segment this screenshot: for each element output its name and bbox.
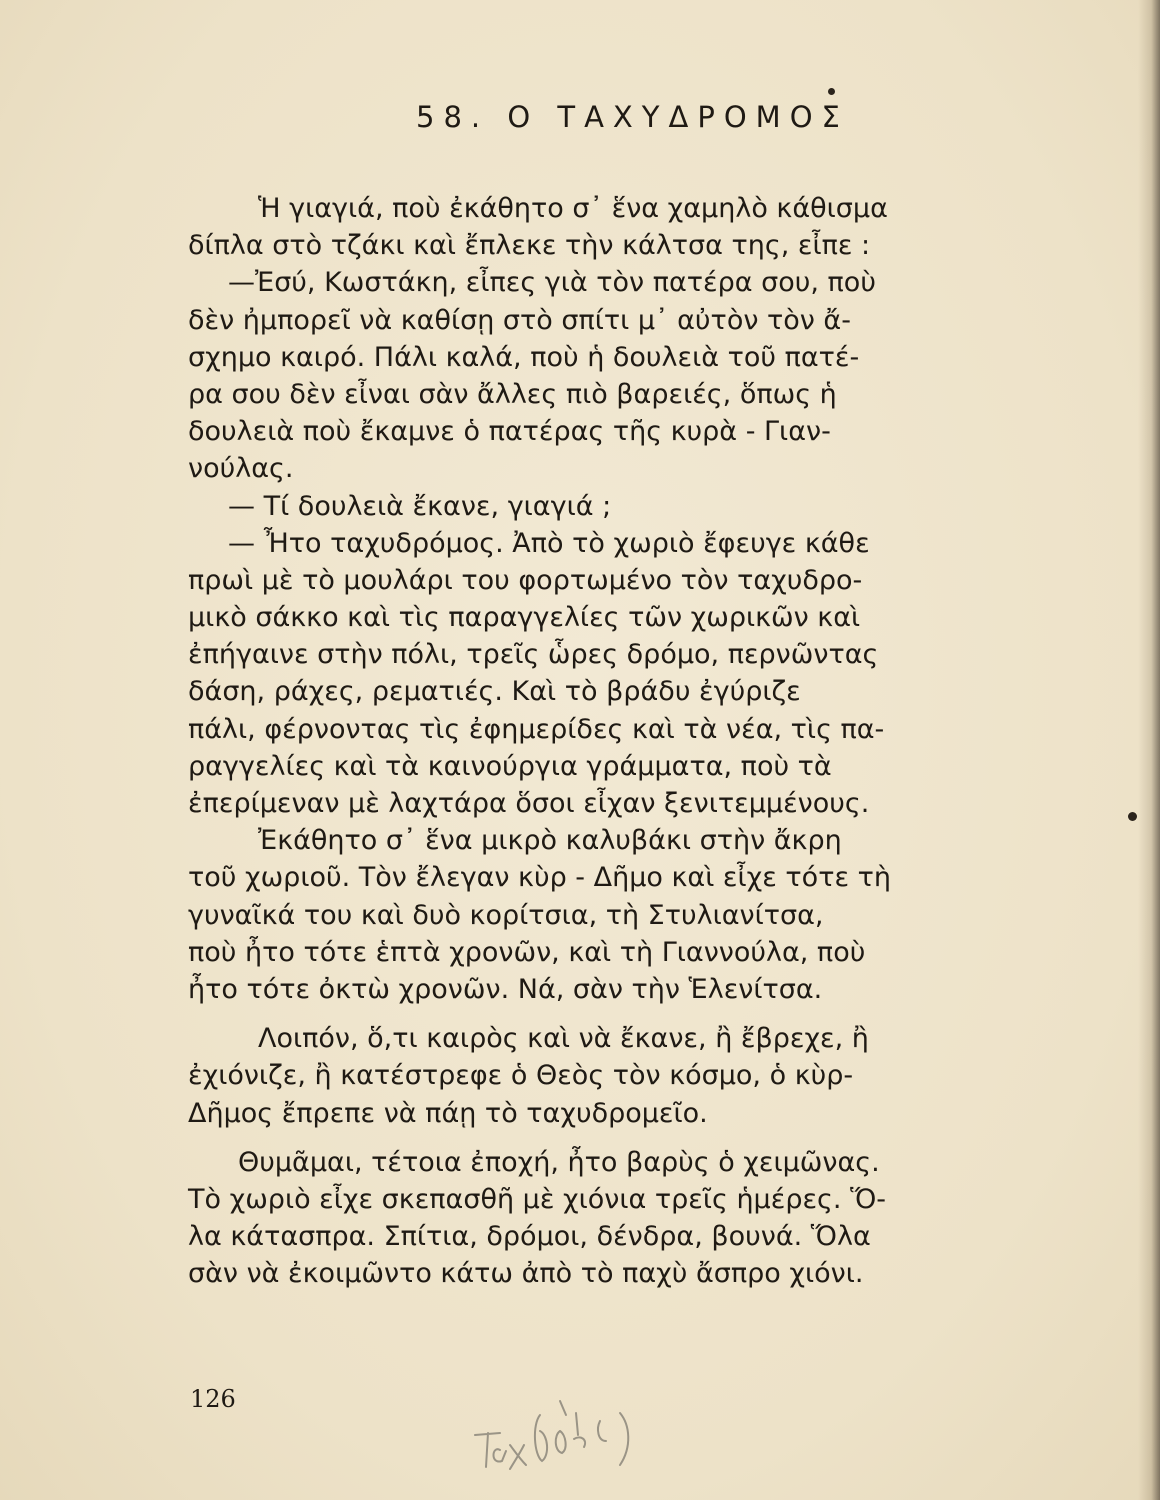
- text-line: δουλειὰ ποὺ ἔκαμνε ὁ πατέρας τῆς κυρὰ - Γιαν-: [188, 416, 831, 448]
- text-line: ἐπήγαινε στὴν πόλι, τρεῖς ὧρες δρόμο, περνῶντας: [188, 639, 879, 671]
- text-line: Τὸ χωριὸ εἶχε σκεπασθῆ μὲ χιόνια τρεῖς ἡμέρες. Ὅ-: [188, 1183, 887, 1215]
- text-line: Ἡ γιαγιά, ποὺ ἐκάθητο σ᾽ ἕνα χαμηλὸ κάθισμα: [258, 193, 888, 224]
- text-line: ποὺ ἦτο τότε ἑπτὰ χρονῶν, καὶ τὴ Γιαννούλα, ποὺ: [188, 936, 866, 968]
- handwritten-annotation: [470, 1395, 670, 1475]
- text-line: ἐχιόνιζε, ἢ κατέστρεφε ὁ Θεὸς τὸν κόσμο, ὁ κὺρ-: [188, 1060, 854, 1092]
- text-line: ἦτο τότε ὀκτὼ χρονῶν. Νά, σὰν τὴν Ἑλενίτσα.: [188, 973, 823, 1005]
- text-line: ἐπερίμεναν μὲ λαχτάρα ὅσοι εἶχαν ξενιτεμμένους.: [188, 788, 870, 819]
- text-line: Ἐκάθητο σ᾽ ἕνα μικρὸ καλυβάκι στὴν ἄκρη: [258, 825, 842, 857]
- ink-dot: [828, 88, 835, 95]
- text-line: νούλας.: [188, 453, 294, 485]
- text-line: γυναῖκά του καὶ δυὸ κορίτσια, τὴ Στυλιανίτσα,: [188, 899, 824, 931]
- text-line: τοῦ χωριοῦ. Τὸν ἔλεγαν κὺρ - Δῆμο καὶ εἶχε τότε τὴ: [188, 862, 892, 894]
- text-line: Λοιπόν, ὅ,τι καιρὸς καὶ νὰ ἔκανε, ἢ ἔβρεχε, ἢ: [258, 1023, 869, 1055]
- text-line: —Ἐσύ, Κωστάκη, εἶπες γιὰ τὸν πατέρα σου, ποὺ: [228, 267, 876, 299]
- text-line: ραγγελίες καὶ τὰ καινούργια γράμματα, ποὺ τὰ: [188, 750, 832, 782]
- text-line: δάση, ράχες, ρεματιές. Καὶ τὸ βράδυ ἐγύριζε: [188, 676, 801, 708]
- text-line: — Τί δουλειὰ ἔκανε, γιαγιά ;: [228, 490, 612, 522]
- text-line: ρα σου δὲν εἶναι σὰν ἄλλες πιὸ βαρειές, ὅπως ἡ: [188, 378, 837, 410]
- text-line: μικὸ σάκκο καὶ τὶς παραγγελίες τῶν χωρικῶν καὶ: [188, 602, 861, 634]
- chapter-heading: 58. Ο ΤΑΧΥΔΡΟΜΟΣ: [416, 100, 849, 134]
- text-line: δίπλα στὸ τζάκι καὶ ἔπλεκε τὴν κάλτσα της, εἶπε :: [188, 230, 871, 262]
- text-line: σὰν νὰ ἐκοιμῶντο κάτω ἀπὸ τὸ παχὺ ἄσπρο χιόνι.: [188, 1258, 864, 1290]
- text-line: σχημο καιρό. Πάλι καλά, ποὺ ἡ δουλειὰ τοῦ πατέ-: [188, 341, 860, 373]
- text-line: Δῆμος ἔπρεπε νὰ πάῃ τὸ ταχυδρομεῖο.: [188, 1097, 708, 1129]
- body-text: [188, 190, 1018, 1292]
- ink-dot: [1128, 812, 1137, 821]
- text-line: πάλι, φέρνοντας τὶς ἐφημερίδες καὶ τὰ νέα, τὶς πα-: [188, 713, 885, 745]
- text-line: δὲν ἠμπορεῖ νὰ καθίσῃ στὸ σπίτι μ᾽ αὐτὸν τὸν ἄ-: [188, 304, 851, 336]
- text-line: πρωὶ μὲ τὸ μουλάρι του φορτωμένο τὸν ταχυδρο-: [188, 564, 863, 596]
- page-number: 126: [190, 1385, 236, 1413]
- text-line: — Ἦτο ταχυδρόμος. Ἀπὸ τὸ χωριὸ ἔφευγε κάθε: [228, 527, 870, 559]
- page-edge-shadow: [1138, 0, 1160, 1500]
- text-line: Θυμᾶμαι, τέτοια ἐποχή, ἦτο βαρὺς ὁ χειμῶνας.: [238, 1146, 880, 1178]
- text-line: λα κάτασπρα. Σπίτια, δρόμοι, δένδρα, βουνά. Ὅλα: [188, 1221, 871, 1253]
